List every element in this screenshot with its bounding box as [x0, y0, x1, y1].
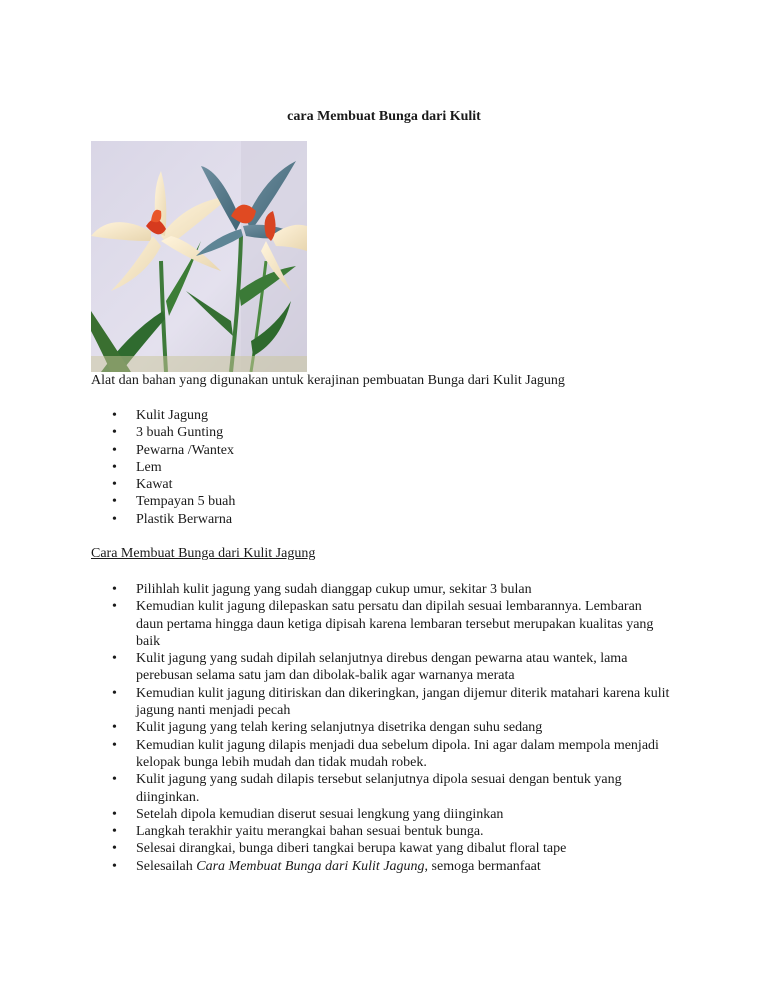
list-item: [112, 771, 672, 806]
bullet-icon: •: [112, 442, 117, 458]
list-item: [112, 806, 672, 823]
bullet-icon: •: [112, 599, 117, 615]
section-heading: Cara Membuat Bunga dari Kulit Jagung: [91, 546, 316, 561]
material-item: Pewarna /Wantex: [136, 442, 234, 458]
bullet-icon: •: [112, 477, 117, 493]
intro-paragraph: Alat dan bahan yang digunakan untuk kerajinan pembuatan Bunga dari Kulit Jagung: [91, 373, 565, 388]
step-item: Kulit jagung yang sudah dilapis tersebut selanjutnya dipola sesuai dengan bentuk yang diinginkan.: [136, 772, 622, 805]
list-item: [112, 737, 672, 772]
list-item: [112, 858, 672, 875]
material-item: Plastik Berwarna: [136, 511, 233, 527]
corn-husk-flower-photo: [91, 141, 307, 372]
material-item: Tempayan 5 buah: [136, 494, 236, 510]
bullet-icon: •: [112, 772, 117, 788]
material-item: Kulit Jagung: [136, 408, 208, 423]
step-item: Kemudian kulit jagung dilepaskan satu persatu dan dipilah sesuai lembarannya. Lembaran daun pertama hingga daun ketiga dipisah karena lembaran tersebut merupakan kualitas yang baik: [136, 599, 654, 649]
last-step-suffix: , semoga bermanfaat: [424, 858, 541, 874]
list-item: [112, 476, 512, 493]
bullet-icon: •: [112, 408, 117, 423]
bullet-icon: •: [112, 737, 117, 753]
step-item: Langkah terakhir yaitu merangkai bahan sesuai bentuk bunga.: [136, 824, 484, 840]
list-item: [112, 598, 672, 650]
list-item: [112, 650, 672, 685]
list-item: [112, 840, 672, 857]
bullet-icon: •: [112, 841, 117, 857]
material-item: Lem: [136, 459, 162, 475]
step-item: Kemudian kulit jagung ditiriskan dan dikeringkan, jangan dijemur diterik matahari karena kulit jagung nanti menjadi pecah: [136, 685, 670, 719]
bullet-icon: •: [112, 459, 117, 475]
last-step-emphasis: Cara Membuat Bunga dari Kulit Jagung: [196, 858, 425, 874]
bullet-icon: •: [112, 824, 117, 840]
bullet-icon: •: [112, 425, 117, 441]
bullet-icon: •: [112, 858, 117, 874]
step-item-last: [136, 858, 672, 875]
bullet-icon: •: [112, 685, 117, 701]
bullet-icon: •: [112, 494, 117, 510]
step-item: Kulit jagung yang telah kering selanjutnya disetrika dengan suhu sedang: [136, 720, 543, 736]
last-step-prefix: Selesailah: [136, 858, 197, 874]
list-item: [112, 442, 512, 459]
bullet-icon: •: [112, 651, 117, 667]
bullet-icon: •: [112, 582, 117, 597]
document-title: cara Membuat Bunga dari Kulit: [287, 109, 481, 124]
steps-list: [112, 581, 672, 875]
step-item: Kemudian kulit jagung dilapis menjadi dua sebelum dipola. Ini agar dalam mempola menjadi kelopak bunga lebih mudah dan tidak mudah robek.: [136, 737, 659, 770]
list-item: [112, 581, 672, 598]
list-item: [112, 424, 512, 441]
list-item: [112, 823, 672, 840]
list-item: [112, 685, 672, 720]
list-item: [112, 407, 512, 424]
step-item: Pilihlah kulit jagung yang sudah dianggap cukup umur, sekitar 3 bulan: [136, 582, 532, 597]
list-item: [112, 493, 512, 510]
bullet-icon: •: [112, 511, 117, 527]
list-item: [112, 511, 512, 528]
materials-list: [112, 407, 512, 528]
step-item: Setelah dipola kemudian diserut sesuai lengkung yang diinginkan: [136, 806, 504, 822]
material-item: Kawat: [136, 477, 173, 493]
list-item: [112, 719, 672, 736]
material-item: 3 buah Gunting: [136, 425, 224, 441]
bullet-icon: •: [112, 806, 117, 822]
list-item: [112, 459, 512, 476]
step-item: Kulit jagung yang sudah dipilah selanjutnya direbus dengan pewarna atau wantek, lama perebusan selama satu jam dan dibolak-balik agar warnanya merata: [136, 651, 628, 684]
step-item: Selesai dirangkai, bunga diberi tangkai berupa kawat yang dibalut floral tape: [136, 841, 567, 857]
bullet-icon: •: [112, 720, 117, 736]
